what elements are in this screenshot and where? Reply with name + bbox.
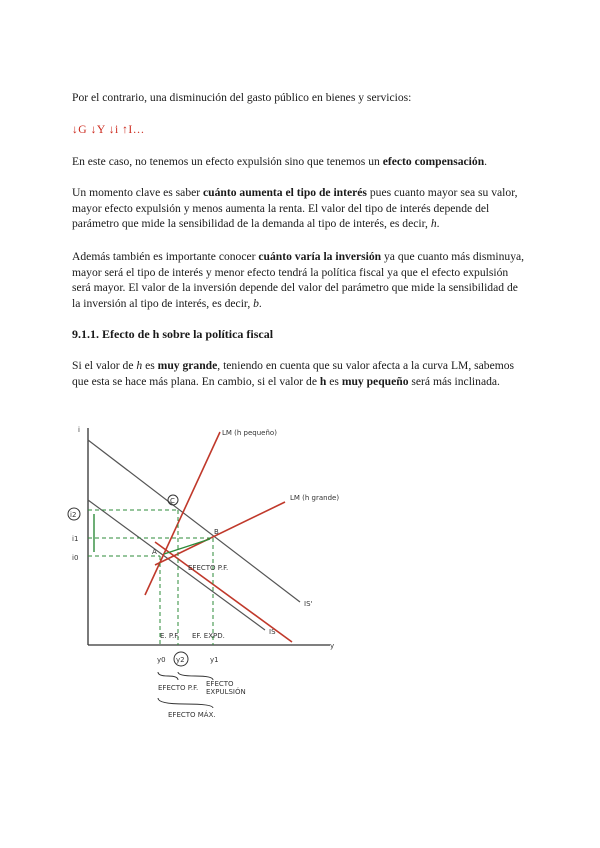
p4-body: pues cuanto mayor sea su valor, mayor efecto expulsión y menos aumenta la renta. El valor del tipo de interés depende del parámetro que mide la sensibilidad de la demanda al tipo de interés, es decir, (72, 186, 518, 231)
is-curve (88, 500, 265, 630)
red-chain (72, 122, 528, 138)
point-b-label: B (214, 528, 219, 536)
intro-text: Por el contrario, una disminución del gasto público en bienes y servicios: (72, 91, 412, 104)
p3-end: . (484, 155, 488, 168)
mid-label: EFECTO P.F. (188, 564, 229, 572)
p6-c: , teniendo en cuenta que su valor afecta a la curva LM, sabemos que esta se hace más plana. En cambio, si el valor de (72, 359, 515, 388)
i0-label: i0 (72, 554, 79, 562)
p3-bold: efecto compensación (382, 155, 485, 168)
y0-label: y0 (157, 656, 166, 664)
is-shift-label: IS' (304, 600, 313, 608)
is-red-line (155, 542, 292, 642)
y-axis-label: i (78, 426, 80, 434)
p6-h2: h (319, 374, 327, 388)
p5-body: ya que cuanto más disminuya, mayor será el tipo de interés y menor efecto tendrá la política fiscal ya que el efecto expulsión será mayor. El valor de la inversión depende del valor del parámetro que mide la sensibilidad de la inversión al tipo de interés, es decir, (72, 250, 525, 310)
section-heading (72, 327, 528, 343)
is-label: IS (269, 628, 276, 636)
p6-a: Si el valor de (72, 359, 137, 372)
islm-diagram (60, 410, 400, 730)
p5-bold: cuánto varía la inversión (258, 250, 382, 263)
p6-bold1: muy grande (157, 359, 218, 372)
point-a-label: A (152, 548, 157, 556)
p6-e: será más inclinada. (408, 374, 500, 388)
p6-d: es (326, 374, 342, 388)
paragraph-compensacion (72, 154, 528, 170)
y1-label: y1 (210, 656, 219, 664)
heading-text: 9.1.1. Efecto de h sobre la política fiscal (72, 327, 274, 341)
p5-text: Además también es importante conocer (72, 250, 259, 263)
lm-flat-curve (155, 502, 285, 565)
p4-text: Un momento clave es saber (72, 186, 204, 199)
efecto-pf-label: EFECTO P.F. (158, 684, 199, 692)
point-c-label: C (170, 497, 175, 505)
p6-h1: h (136, 359, 143, 372)
i-top-label: i2 (70, 511, 77, 519)
paragraph-h-effect (72, 358, 528, 389)
p4-italic: h (430, 217, 437, 231)
arrow-chain-text: ↓G ↓Y ↓i ↑I… (72, 123, 145, 136)
p5-end: . (258, 296, 262, 310)
p5-italic: b (253, 296, 259, 310)
paragraph-tipo-interes (72, 185, 528, 232)
paragraph-inversion (72, 249, 528, 311)
p4-bold: cuánto aumenta el tipo de interés (203, 186, 367, 199)
i1-label: i1 (72, 535, 79, 543)
x-axis-label: y (330, 642, 335, 650)
p6-bold2: muy pequeño (341, 374, 409, 388)
lm-steep-label: LM (h pequeño) (222, 429, 277, 437)
paragraph-intro (72, 90, 528, 106)
ef-pf-small: E. P.F. (160, 632, 180, 640)
efecto-exp-label-2: EXPULSIÓN (206, 688, 246, 696)
lm-flat-label: LM (h grande) (290, 494, 340, 502)
ef-exp-small: EF. EXPD. (192, 632, 225, 640)
p3-text: En este caso, no tenemos un efecto expulsión sino que tenemos un (72, 155, 383, 168)
p6-b: es (142, 359, 158, 372)
p4-end: . (436, 217, 440, 231)
efecto-exp-label-1: EFECTO (206, 680, 234, 688)
efecto-max-label: EFECTO MÁX. (168, 711, 216, 719)
y2-label: y2 (176, 656, 185, 664)
